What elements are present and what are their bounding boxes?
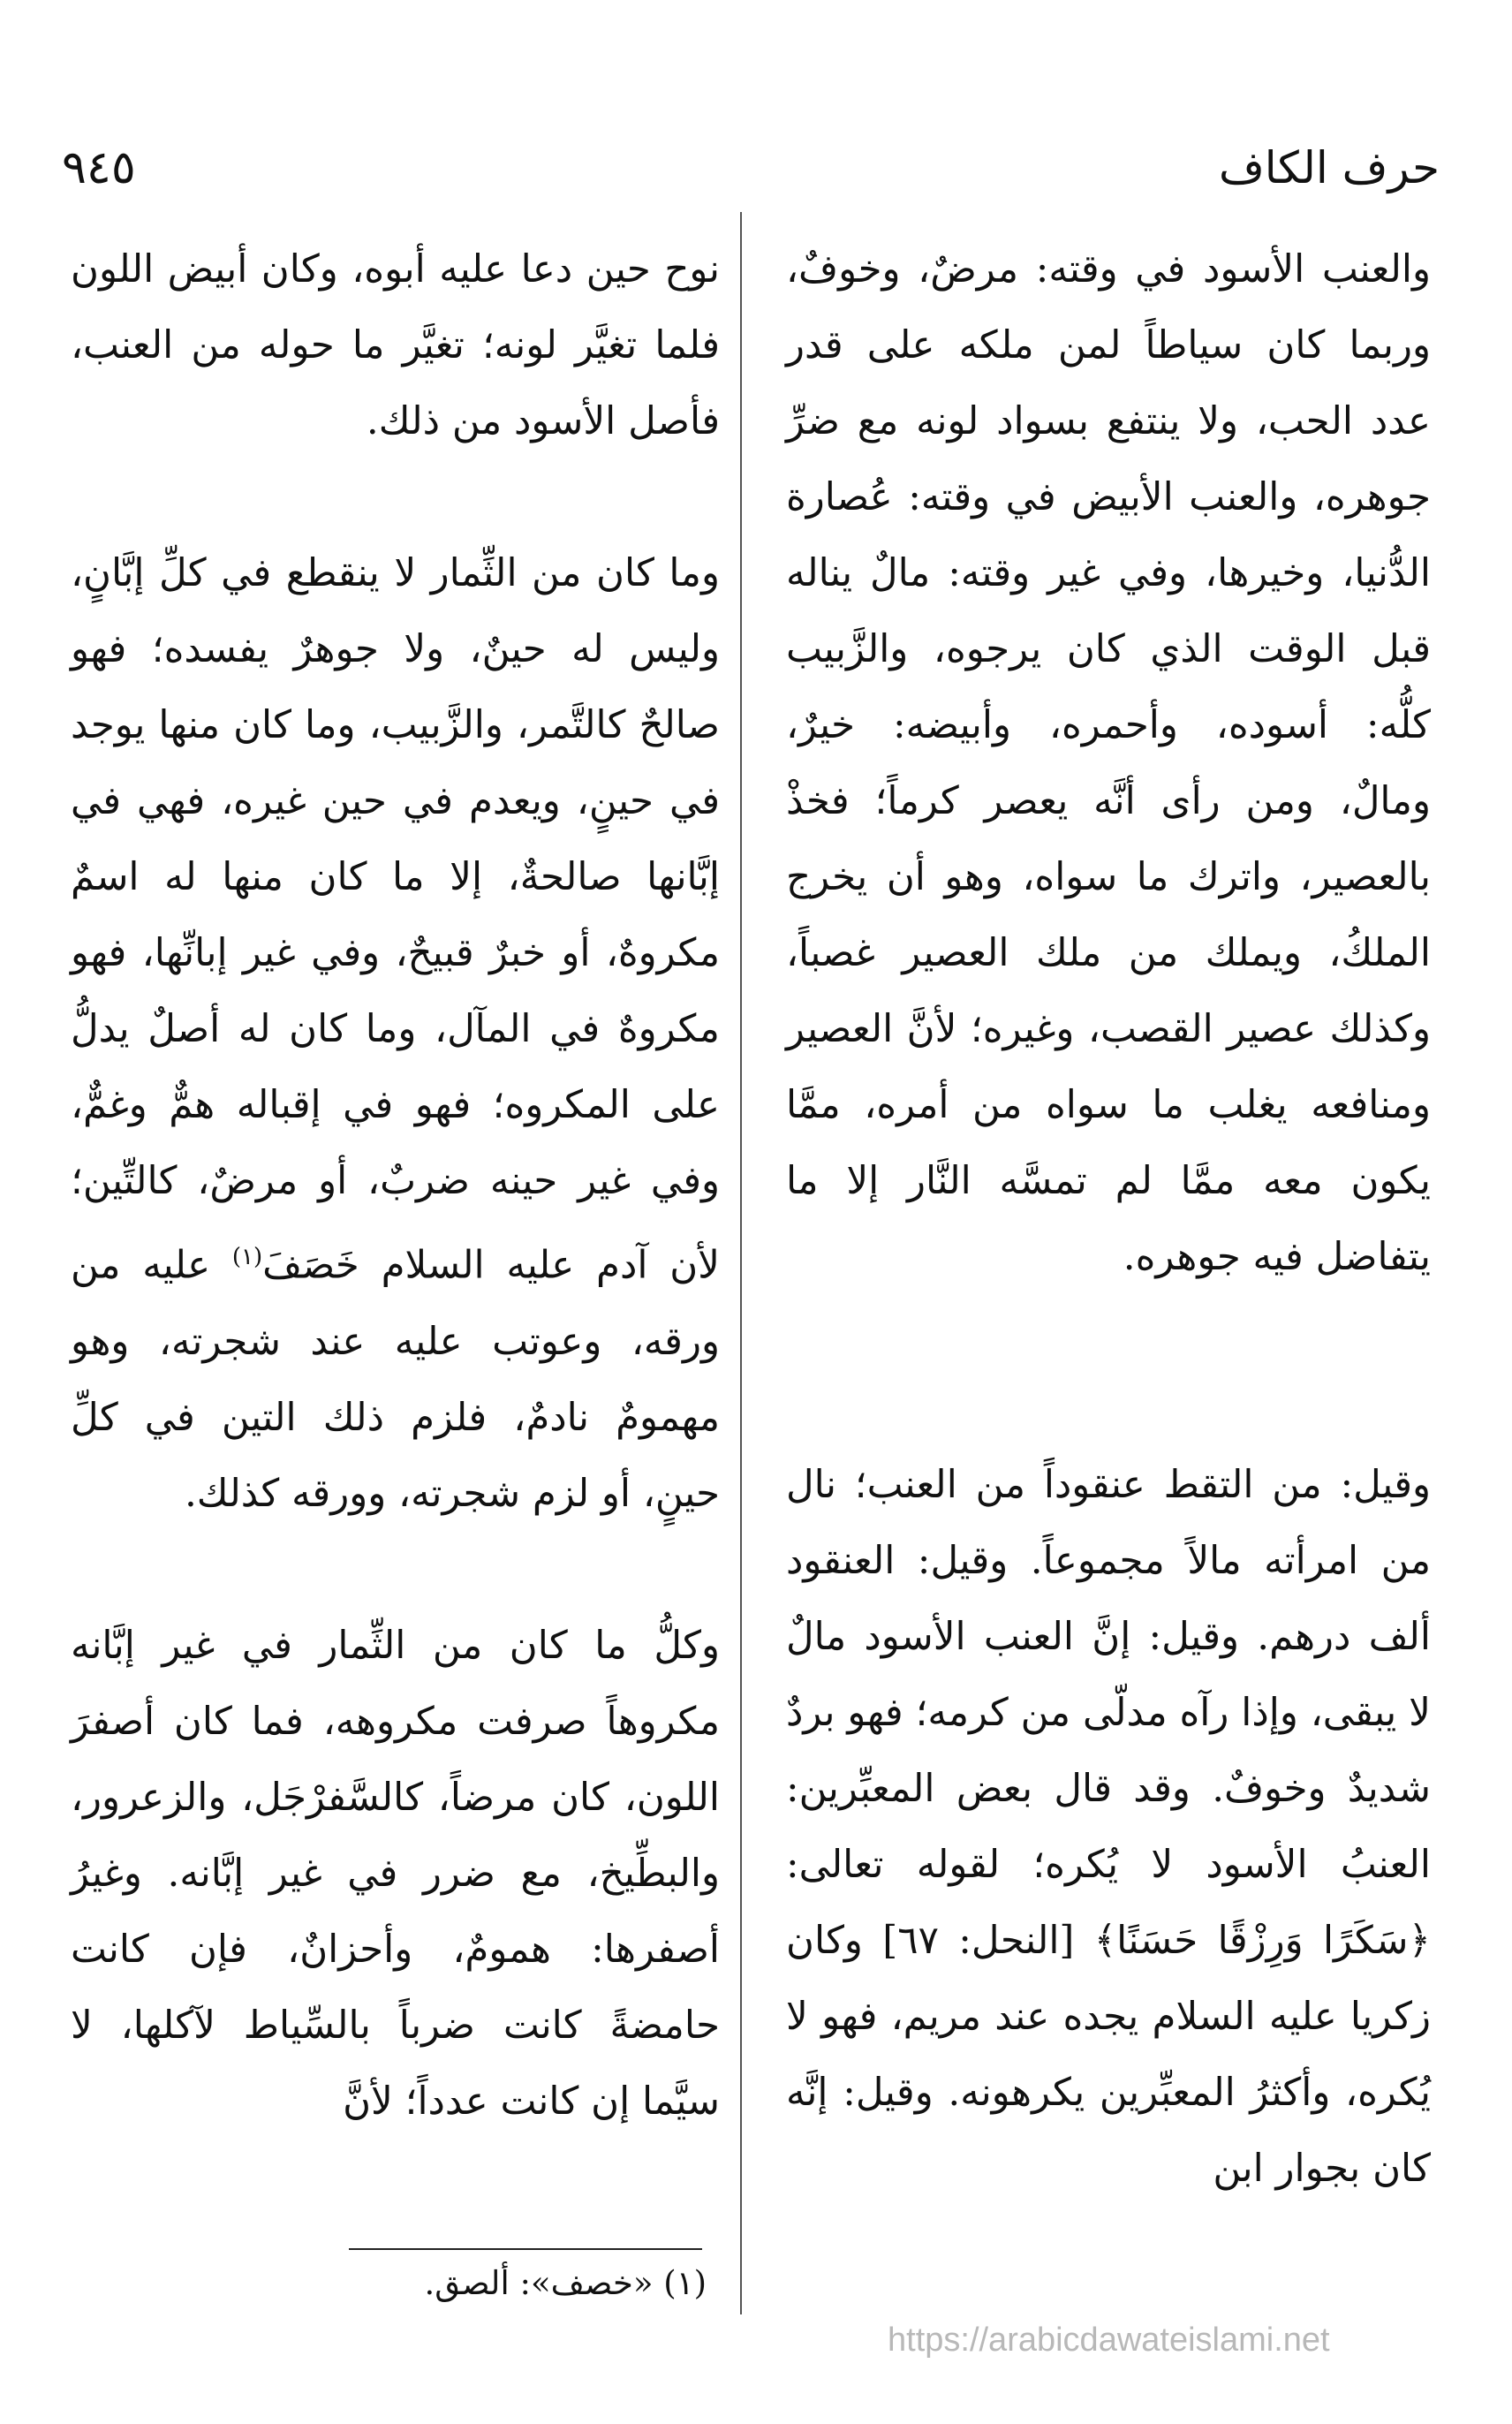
chapter-title: حرف الكاف <box>1218 142 1440 193</box>
paragraph <box>71 535 720 1532</box>
quran-verse: ﴿سَكَرًا وَرِزْقًا حَسَنًا﴾ [النحل: ٦٧] <box>882 1919 1431 1963</box>
left-column <box>71 231 720 2140</box>
footnote: (١) «خصف»: ألصق. <box>424 2264 707 2302</box>
paragraph-gap <box>71 1532 720 1608</box>
paragraph: وكلُّ ما كان من الثِّمار في غير إبَّانه مكروهاً صرفت مكروهه، فما كان أصفرَ اللون، كان مرضاً، كالسَّفرْجَل، والزعرور، والبطِّيخ، مع ضرر في غير إبَّانه. وغيرُ أصفرها: همومٌ، وأحزانٌ، فإن كانت حامضةً كانت ضرباً بالسِّياط لآكلها، لا سيَّما إن كانت عدداً؛ لأنَّ <box>71 1623 720 2124</box>
paragraph-text: عليه من ورقه، وعوتب عليه عند شجرته، وهو مهمومٌ نادمٌ، فلزم ذلك التين في كلِّ حينٍ، أو لزم شجرته، وورقه كذلك. <box>71 1243 720 1516</box>
paragraph: نوح حين دعا عليه أبوه، وكان أبيض اللون فلما تغيَّر لونه؛ تغيَّر ما حوله من العنب، فأصل الأسود من ذلك. <box>71 247 720 443</box>
paragraph: والعنب الأسود في وقته: مرضٌ، وخوفٌ، وربما كان سياطاً لمن ملكه على قدر عدد الحب، ولا ينتفع بسواد لونه مع ضرِّ جوهره، والعنب الأبيض في وقته: عُصارة الدُّنيا، وخيرها، وفي غير وقته: مالٌ يناله قبل الوقت الذي كان يرجوه، والزَّبيب كلُّه: أسوده، وأحمره، وأبيضه: خيرٌ، ومالٌ، ومن رأى أنَّه يعصر كرماً؛ فخذْ بالعصير، واترك ما سواه، وهو أن يخرج الملكُ، ويملك من ملك العصير غصباً، وكذلك عصير القصب، وغيره؛ لأنَّ العصير ومنافعه يغلب ما سواه من أمره، ممَّا يكون معه ممَّا لم تمسَّه النَّار إلا ما يتفاضل فيه جوهره. <box>786 247 1431 1279</box>
paragraph-text: وكان زكريا عليه السلام يجده عند مريم، فهو لا يُكره، وأكثرُ المعبِّرين يكرهونه. وقيل: إنَّه كان بجوار ابن <box>786 1919 1431 2191</box>
paragraph-gap <box>786 1295 1431 1447</box>
page-number: ٩٤٥ <box>62 141 136 194</box>
paragraph-text: وما كان من الثِّمار لا ينقطع في كلِّ إبَّانٍ، وليس له حينٌ، ولا جوهرٌ يفسده؛ فهو صالحٌ كالتَّمر، والزَّبيب، وما كان منها يوجد في حينٍ، ويعدم في حين غيره، فهي في إبَّانها صالحةٌ، إلا ما كان منها له اسمٌ مكروهٌ، أو خبرٌ قبيحٌ، وفي غير إبانِّها، فهو مكروهٌ في المآل، وما كان له أصلٌ يدلُّ على المكروه؛ فهو في إقباله همٌّ وغمٌّ، وفي غير حينه ضربٌ، أو مرضٌ، كالتِّين؛ لأن آدم عليه السلام خَصَفَ <box>71 551 720 1288</box>
footnote-ref: (١) <box>231 1244 263 1270</box>
right-column <box>786 231 1431 2207</box>
paragraph <box>786 1447 1431 2207</box>
paragraph-text: وقيل: من التقط عنقوداً من العنب؛ نال من امرأته مالاً مجموعاً. وقيل: العنقود ألف درهم. وقيل: إنَّ العنب الأسود مالٌ لا يبقى، وإذا رآه مدلّى من كرمه؛ فهو بردٌ شديدٌ وخوفٌ. وقد قال بعض المعبِّرين: العنبُ الأسود لا يُكره؛ لقوله تعالى: <box>786 1463 1431 1887</box>
page-header <box>62 133 1440 203</box>
footnote-divider <box>349 2248 702 2250</box>
column-divider <box>740 212 742 2314</box>
watermark: https://arabicdawateislami.net <box>888 2322 1330 2359</box>
paragraph-gap <box>71 459 720 535</box>
